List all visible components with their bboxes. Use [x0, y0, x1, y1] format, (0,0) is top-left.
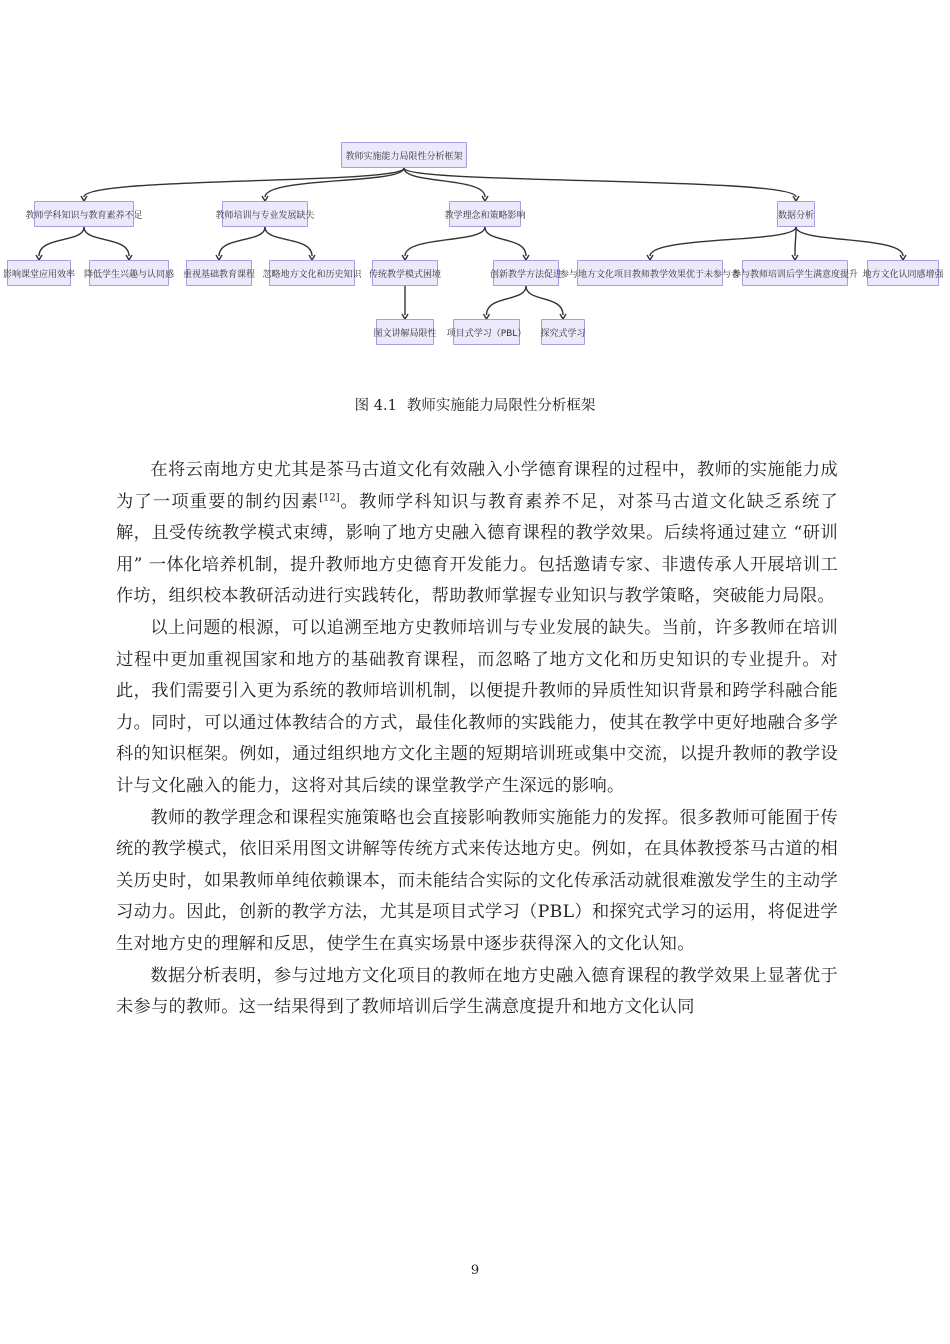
paragraph-1-part-2: 。教师学科知识与教育素养不足，对茶马古道文化缺乏系统了解，且受传统教学模式束缚，影响了地方史融入德育课程的教学效果。后续将通过建立 “研训用” 一体化培养机制，提升教师地方史德育开发能力。包括邀请专家、非遗传承人开展培训工作坊，组织校本教研活动进行实践转化，帮助教师掌握专业知识与教学策略，突破能力局限。 — [116, 491, 838, 607]
node-satisfaction-increase: 参与教师培训后学生满意度提升 — [742, 260, 848, 286]
node-basic-curriculum: 重视基础教育课程 — [186, 260, 252, 286]
connector-l1_4-l2_7 — [650, 227, 796, 256]
node-student-interest: 降低学生兴趣与认同感 — [89, 260, 169, 286]
figure-title: 教师实施能力局限性分析框架 — [406, 398, 596, 414]
node-data-analysis: 数据分析 — [777, 201, 815, 227]
node-classroom-efficiency: 影响课堂应用效率 — [7, 260, 71, 286]
node-traditional-mode: 传统教学模式困境 — [372, 260, 438, 286]
connector-l1_2-l2_3 — [219, 227, 265, 256]
paragraph-1-part-1: 在将云南地方史尤其是茶马古道文化有效融入小学德育课程的过程中，教师的实施能力成为了一项重要的制约因素 — [116, 460, 838, 512]
node-training-lack: 教师培训与专业发展缺失 — [222, 201, 308, 227]
connector-l1_2-l2_4 — [265, 227, 312, 256]
connector-l1_3-l2_5 — [405, 227, 485, 256]
node-image-text-limit: 图文讲解局限性 — [376, 319, 434, 345]
paragraph-4: 数据分析表明，参与过地方文化项目的教师在地方史融入德育课程的教学效果上显著优于未参与的教师。这一结果得到了教师培训后学生满意度提升和地方文化认同 — [116, 965, 838, 1018]
connector-l1_4-l2_9 — [796, 227, 903, 256]
node-subject-knowledge-deficit: 教师学科知识与教育素养不足 — [34, 201, 134, 227]
node-local-culture-neglect: 忽略地方文化和历史知识 — [269, 260, 355, 286]
node-root: 教师实施能力局限性分析框架 — [341, 142, 467, 168]
citation-ref[interactable]: [12] — [319, 491, 340, 503]
node-innovative-methods: 创新教学方法促进 — [493, 260, 559, 286]
paragraph-2: 以上问题的根源，可以追溯至地方史教师培训与专业发展的缺失。当前，许多教师在培训过程中更加重视国家和地方的基础教育课程，而忽略了地方文化和历史知识的专业提升。对此，我们需要引入更为系统的教师培训机制，以便提升教师的异质性知识背景和跨学科融合能力。同时，可以通过体教结合的方式，最佳化教师的实践能力，使其在教学中更好地融合多学科的知识框架。例如，通过组织地方文化主题的短期培训班或集中交流，以提升教师的教学设计与文化融入的能力，这将对其后续的课堂教学产生深远的影响。 — [116, 617, 838, 796]
connector-l1_3-l2_6 — [485, 227, 526, 256]
node-pbl: 项目式学习（PBL） — [453, 319, 520, 345]
connector-l2_6-l3_3 — [526, 286, 563, 315]
connector-l1_4-l2_8 — [795, 227, 796, 256]
figure-number: 图 4.1 — [354, 398, 397, 414]
connector-l1_1-l2_2 — [84, 227, 129, 256]
analysis-framework-diagram — [0, 130, 950, 360]
node-inquiry-learning: 探究式学习 — [541, 319, 585, 345]
node-teaching-philosophy: 教学理念和策略影响 — [449, 201, 521, 227]
figure-caption — [0, 394, 950, 415]
node-project-participation-effect: 参与地方文化项目教师教学效果优于未参与者 — [577, 260, 723, 286]
connector-root-l1_2 — [265, 168, 404, 197]
connector-root-l1_4 — [404, 168, 796, 197]
page-number: 9 — [470, 1263, 480, 1278]
connector-l2_6-l3_2 — [487, 286, 527, 315]
node-cultural-identity: 地方文化认同感增强 — [867, 260, 939, 286]
paragraph-3: 教师的教学理念和课程实施策略也会直接影响教师实施能力的发挥。很多教师可能囿于传统的教学模式，依旧采用图文讲解等传统方式来传达地方史。例如，在具体教授茶马古道的相关历史时，如果教师单纯依赖课本，而未能结合实际的文化传承活动就很难激发学生的主动学习动力。因此，创新的教学方法，尤其是项目式学习（PBL）和探究式学习的运用，将促进学生对地方史的理解和反思，使学生在真实场景中逐步获得深入的文化认知。 — [116, 807, 838, 954]
body-text — [116, 455, 838, 1024]
connector-root-l1_1 — [84, 168, 404, 197]
paragraph-1 — [116, 455, 838, 613]
connector-l1_1-l2_1 — [39, 227, 84, 256]
